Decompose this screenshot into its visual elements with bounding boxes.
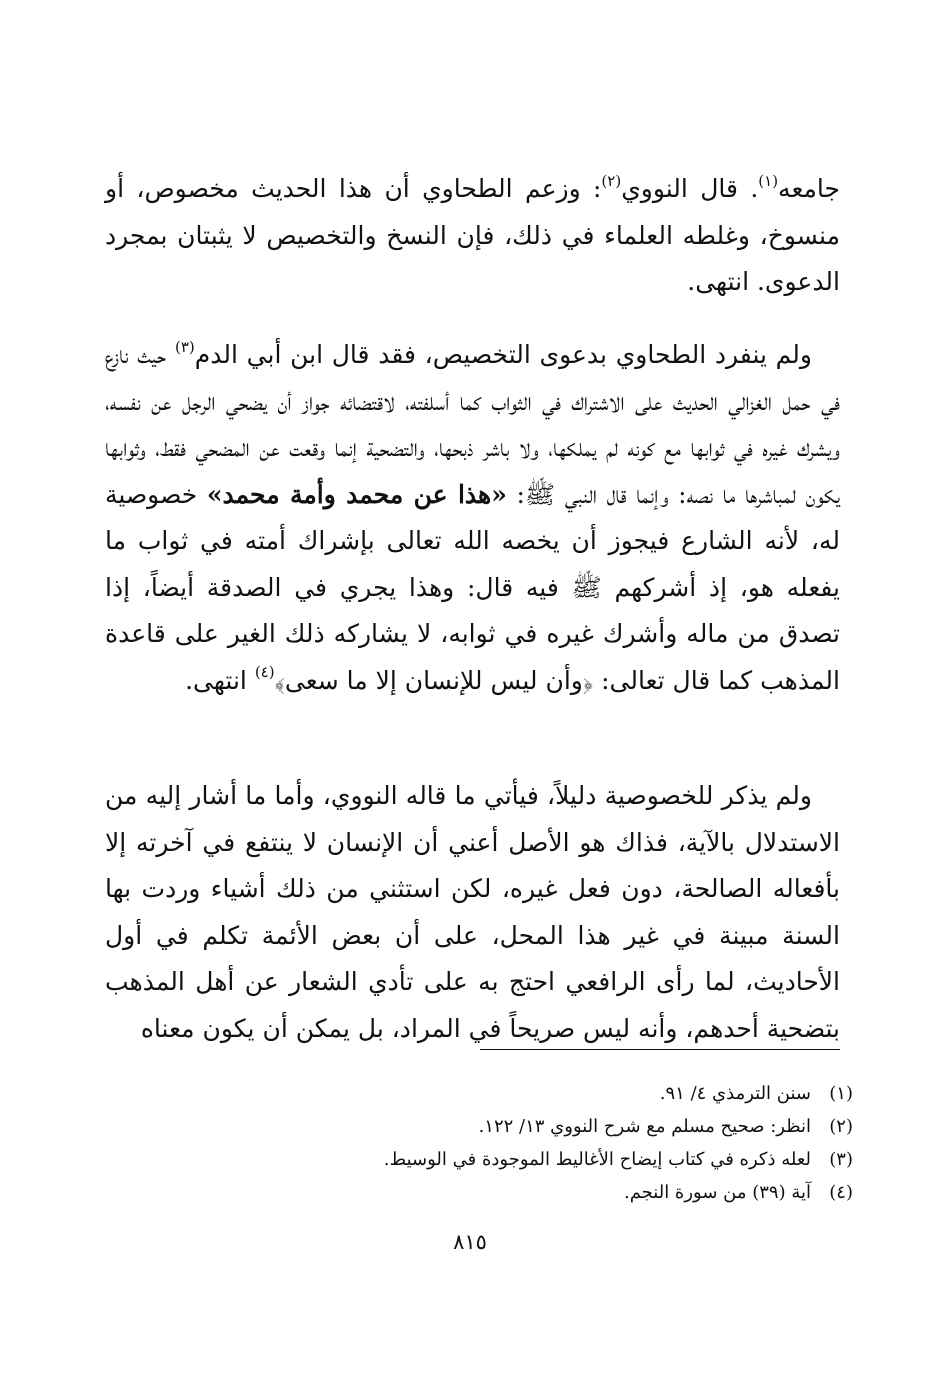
paragraph-1 [105,166,840,306]
footnote-ref-2: (٢) [601,171,622,190]
paragraph-3-text: ولم يذكر للخصوصية دليلاً، فيأتي ما قاله النووي، وأما ما أشار إليه من الاستدلال بالآية، فذاك هو الأصل أعني أن الإنسان لا ينتفع في آخرته إلا بأفعاله الصالحة، دون فعل غيره، لكن استثني من ذلك أشياء وردت بها السنة مبينة في غير هذا المحل، على أن بعض الأئمة تكلم في أول الأحاديث، لما رأى الرافعي احتج به على تأدي الشعار عن أهل المذهب بتضحية أحدهم، وأنه ليس صريحاً في المراد، بل يمكن أن يكون معناه [105,781,840,1043]
paragraph-1-part-a: جامعه [778,174,840,203]
footnote-number: (٣) [829,1149,853,1170]
footnote-text: لعله ذكره في كتاب إيضاح الأغاليط الموجودة في الوسيط. [383,1149,811,1170]
footnote-text: انظر: صحيح مسلم مع شرح النووي ١٣/ ١٢٢. [478,1116,811,1137]
footnote-ref-4: (٤) [254,663,275,682]
paragraph-2-part-c: خصوصية له، لأنه الشارع فيجوز أن يخصه الله تعالى بإشراك أمته في ثواب ما يفعله هو، إذ أشركهم ﷺ فيه قال: وهذا يجري في الصدقة أيضاً، إذا تصدق من ماله وأشرك غيره في ثوابه، لا يشاركه ذلك الغير على قاعدة المذهب كما قال تعالى: ﴿وأن ليس للإنسان إلا ما سعى﴾ [105,479,840,695]
paragraph-1-part-b: . قال النووي [621,174,759,203]
paragraph-2-part-d: انتهى. [185,665,255,695]
footnote-ref-3: (٣) [175,337,195,356]
footnote-number: (٢) [829,1116,853,1137]
footnote-ref-1: (١) [758,171,779,190]
footnote-text: سنن الترمذي ٤/ ٩١. [659,1083,811,1104]
paragraph-1-part-c: : وزعم الطحاوي أن هذا الحديث مخصوص، أو منسوخ، وغلطه العلماء في ذلك، فإن النسخ والتخصيص لا يثبتان بمجرد الدعوى. انتهى. [105,174,840,296]
paragraph-3 [105,773,840,1052]
paragraph-2 [105,332,840,704]
footnote-item [105,1176,853,1209]
footnote-item [105,1110,853,1143]
footnote-divider [480,1049,840,1050]
footnotes [105,1077,853,1209]
paragraph-2-part-b: حيث نازع في حمل الغزالي الحديث على الاشتراك في الثواب كما أسلفته، لاقتضائه جواز أن يضحي الرجل عن نفسه، ويشرك غيره في ثوابها مع كونه لم يملكها، ولا باشر ذبحها، والتضحية إنما وقعت عن المضحي فقط، وثوابها يكون لمباشرها ما نصه: وإنما قال النبي ﷺ: [105,340,840,509]
paragraph-1-text [105,166,840,306]
paragraph-2-text [105,332,840,704]
footnote-number: (١) [829,1083,853,1104]
page-number: ٨١٥ [453,1230,487,1254]
footnote-item [105,1143,853,1176]
footnote-item [105,1077,853,1110]
footnote-number: (٤) [829,1182,853,1203]
hadith-quote: «هذا عن محمد وأمة محمد» [206,479,507,509]
paragraph-2-part-a: ولم ينفرد الطحاوي بدعوى التخصيص، فقد قال ابن أبي الدم [194,340,812,369]
footnote-text: آية (٣٩) من سورة النجم. [623,1182,811,1203]
